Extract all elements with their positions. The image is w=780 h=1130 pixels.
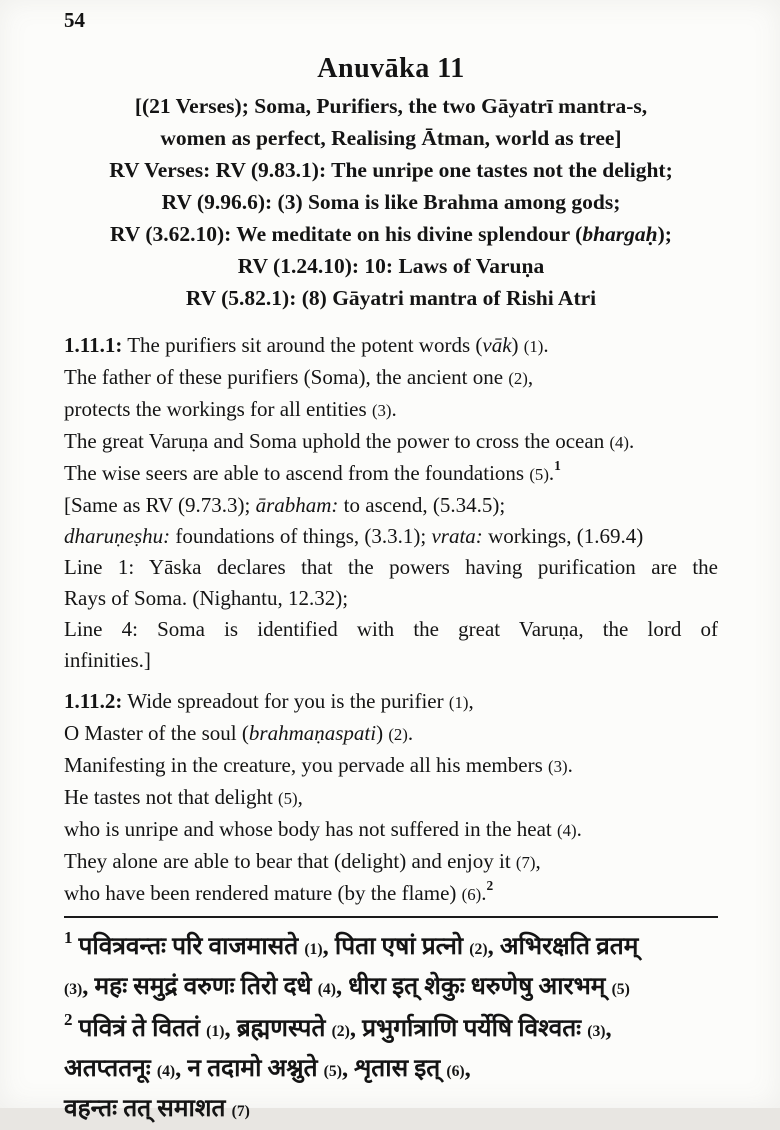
header-line: RV Verses: RV (9.83.1): The unripe one tastes not the delight; [109,158,673,182]
footnote-marker: 2 [64,1009,73,1029]
note-line: infinities.] [64,648,151,672]
verse-line: who have been rendered mature (by the flame) (6).$^2$ [64,878,494,905]
note-line: Line 1: Yāska declares that the powers having purification are the [64,555,718,579]
verse-line: Manifesting in the creature, you pervade all his members (3). [64,753,573,777]
verse-line: He tastes not that delight (5), [64,785,303,809]
footnote-1 [64,928,718,1008]
note-line: [Same as RV (9.73.3); ārabham: to ascend, (5.34.5); [64,493,506,517]
verse-line: O Master of the soul (brahmaṇaspati) (2). [64,721,414,745]
header-line: RV (9.96.6): (3) Soma is like Brahma among gods; [161,190,621,214]
footnotes-block [64,928,718,1130]
note-line: dharuṇeṣhu: foundations of things, (3.3.1); vrata: workings, (1.69.4) [64,524,644,548]
footnote-line: (3), महः समुद्रं वरुणः तिरो दधे (4), धीरा इत् शेकुः धरुणेषु आरभम् (5) [64,973,630,1000]
footnote-sanskrit-text: पवित्रवन्तः परि वाजमासते (1), पिता एषां प्रत्नो (2), अभिरक्षति व्रतम् [78,933,639,960]
verse-line: The father of these purifiers (Soma), the ancient one (2), [64,365,534,389]
header-line: [(21 Verses); Soma, Purifiers, the two Gāyatrī mantra-s, [134,94,648,118]
footnote-separator-rule [64,916,718,918]
verse-line: 1.11.1: The purifiers sit around the potent words (vāk) (1). [64,333,549,357]
section-title: Anuvāka 11 [317,53,465,84]
verse-line: They alone are able to bear that (delight) and enjoy it (7), [64,849,541,873]
verse-line: 1.11.2: Wide spreadout for you is the purifier (1), [64,689,474,713]
verse-line: The wise seers are able to ascend from the foundations (5).$^1$ [64,458,561,485]
footnote-sanskrit-text: पवित्रं ते विततं (1), ब्रह्मणस्पते (2), प्रभुर्गात्राणि पर्येषि विश्वतः (3), [78,1015,612,1042]
verse-line: The great Varuṇa and Soma uphold the power to cross the ocean (4). [64,429,635,453]
footnote-line [64,928,718,968]
page-number: 54 [64,8,85,32]
footnote-line: वहन्तः तत् समाशत (7) [64,1095,250,1122]
verse-1-11-1 [64,330,718,490]
verse-line: who is unripe and whose body has not suffered in the heat (4). [64,817,582,841]
footnote-2 [64,1010,718,1130]
note-line: Line 4: Soma is identified with the great Varuṇa, the lord of [64,617,718,641]
verse-line: protects the workings for all entities (3). [64,397,397,421]
footnote-marker: 1 [64,927,73,947]
header-line: women as perfect, Realising Ātman, world as tree] [160,126,622,150]
header-block [64,90,718,314]
footnote-line [64,1010,718,1050]
header-line: RV (1.24.10): 10: Laws of Varuṇa [237,254,545,278]
footnote-line: अतप्ततनूः (4), न तदामो अश्नुते (5), शृतास इत् (6), [64,1055,471,1082]
verse-1-11-2 [64,686,718,910]
header-line: RV (3.62.10): We meditate on his divine splendour (bhargaḥ); [110,222,672,246]
note-line: Rays of Soma. (Nighantu, 12.32); [64,586,349,610]
header-line: RV (5.82.1): (8) Gāyatri mantra of Rishi Atri [185,286,597,310]
commentary-note [64,490,718,676]
